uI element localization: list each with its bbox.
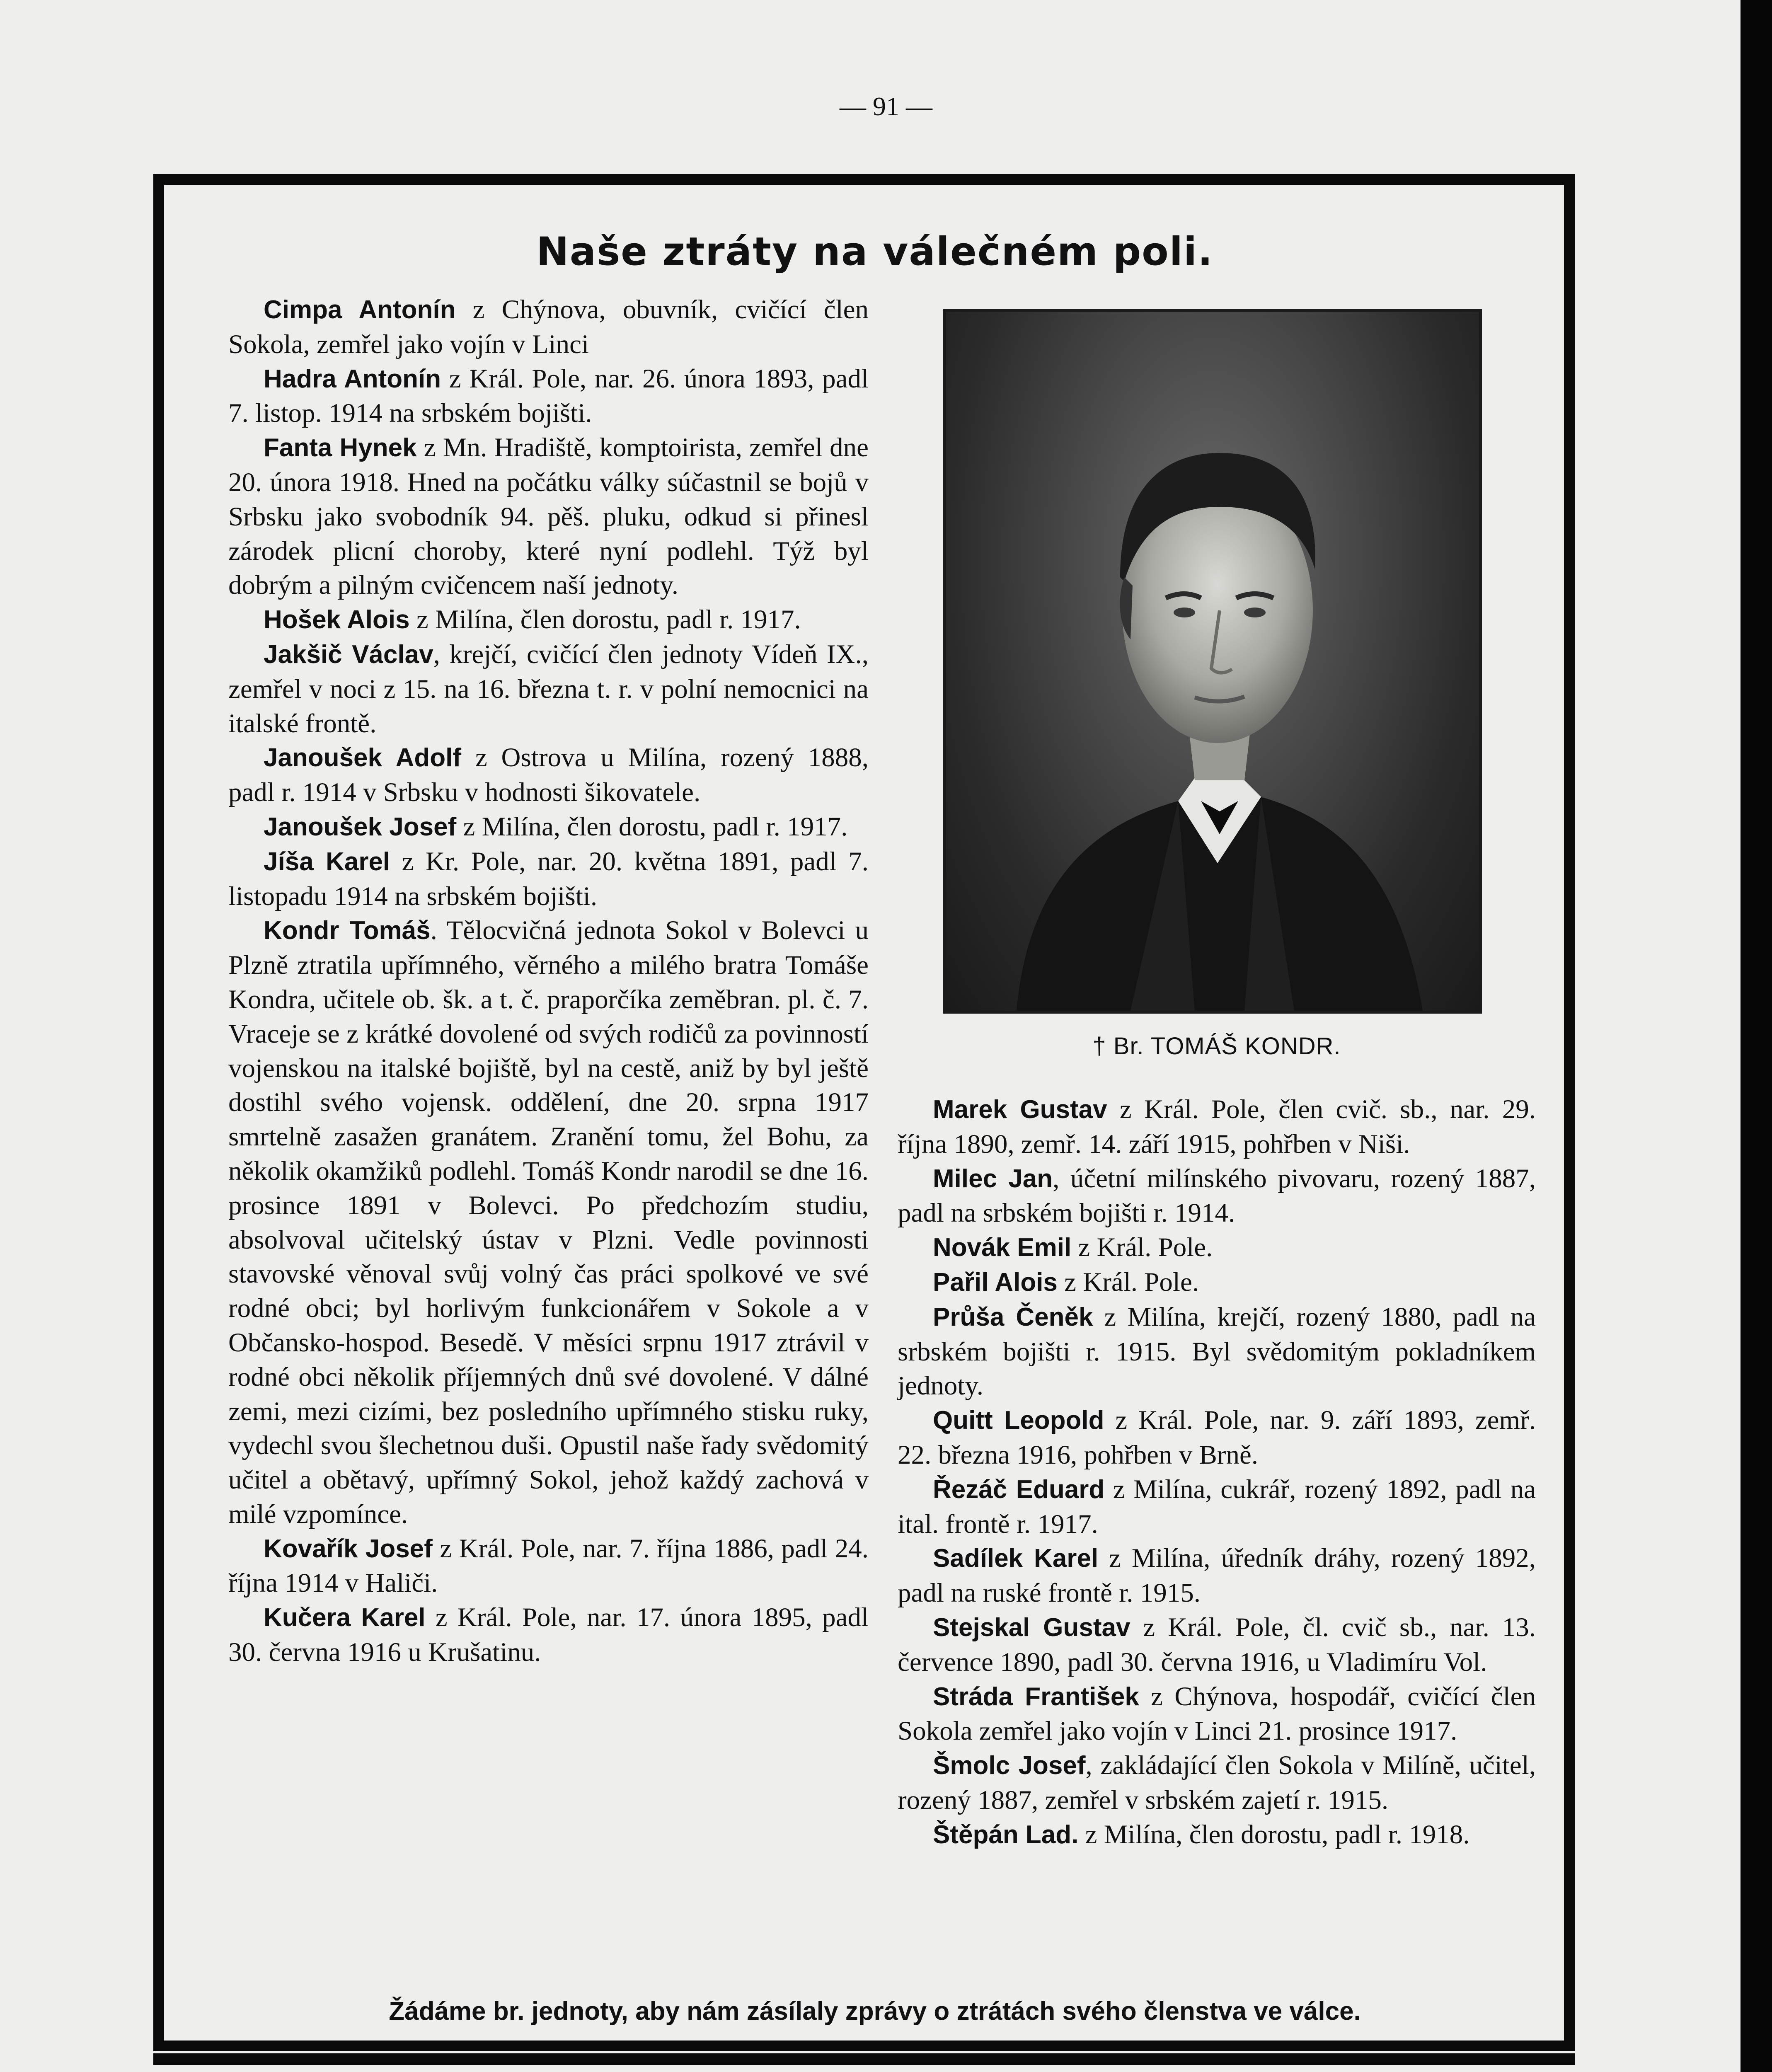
obituary-entry [898, 1818, 1536, 1852]
obituary-entry [898, 1092, 1536, 1162]
obituary-entry [228, 845, 869, 914]
entry-text: z Král. Pole, člen cvič. sb., nar. 29. října 1890, zemř. 14. září 1915, pohřben v Niši. [898, 1094, 1536, 1159]
photo-caption: † Br. TOMÁŠ KONDR. [1092, 1033, 1341, 1060]
portrait-photo [943, 309, 1482, 1014]
scan-edge-right [1741, 0, 1772, 2072]
obituary-entry [898, 1541, 1536, 1610]
entry-text: z Ostrova u Milína, rozený 1888, padl r. 1914 v Srbsku v hodnosti šikovatele. [228, 743, 869, 808]
entry-text: , účetní milínského pivovaru, rozený 1887, padl na srbském bojišti r. 1914. [898, 1163, 1536, 1228]
entry-text: z Milína, úředník dráhy, rozený 1892, padl na ruské frontě r. 1915. [898, 1543, 1536, 1608]
entry-text: z Milína, cukrář, rozený 1892, padl na ital. frontě r. 1917. [898, 1474, 1536, 1539]
obituary-entry [898, 1472, 1536, 1542]
entry-name: Stráda František [933, 1682, 1139, 1711]
entry-text: z Král. Pole, nar. 7. října 1886, padl 24. října 1914 v Haliči. [228, 1533, 869, 1598]
entry-name: Jíša Karel [264, 847, 390, 876]
obituary-entry [228, 293, 869, 362]
left-column [228, 293, 869, 1670]
entry-name: Janoušek Adolf [264, 743, 461, 772]
entry-text: z Král. Pole, čl. cvič sb., nar. 13. července 1890, padl 30. června 1916, u Vladimíru Vol. [898, 1612, 1536, 1677]
portrait-photo-icon [946, 312, 1479, 1011]
obituary-entry [898, 1300, 1536, 1403]
obituary-entry [228, 1600, 869, 1670]
entry-name: Sadílek Karel [933, 1544, 1099, 1573]
entry-name: Štěpán Lad. [933, 1820, 1079, 1849]
entry-text: z Milína, člen dorostu, padl r. 1917. [409, 605, 801, 635]
entry-name: Šmolc Josef [933, 1751, 1086, 1780]
entry-name: Quitt Leopold [933, 1406, 1104, 1435]
entry-text: z Král. Pole. [1057, 1267, 1199, 1297]
entry-name: Pařil Alois [933, 1268, 1058, 1297]
obituary-frame [153, 174, 1575, 2051]
entry-name: Fanta Hynek [264, 433, 417, 462]
entry-name: Kondr Tomáš [264, 916, 431, 945]
page-heading: Naše ztráty na válečném poli. [536, 229, 1213, 274]
obituary-entry [898, 1230, 1536, 1265]
entry-name: Cimpa Antonín [264, 295, 456, 324]
obituary-entry [228, 603, 869, 637]
entry-text: z Král. Pole. [1071, 1232, 1213, 1263]
entry-name: Řezáč Eduard [933, 1475, 1105, 1504]
entry-name: Průša Čeněk [933, 1302, 1093, 1331]
entry-text: , krejčí, cvičící člen jednoty Vídeň IX., zemřel v noci z 15. na 16. března t. r. v polní nemocnici na italské frontě. [228, 639, 869, 738]
entry-text: z Mn. Hradiště, komptoirista, zemřel dne 20. února 1918. Hned na počátku války súčastnil se bojů v Srbsku jako svobodník 94. pěš. pluku, odkud si přinesl zárodek plicní choroby, které nyní podlehl. Týž byl dobrým a pilným cvičencem naší jednoty. [228, 433, 869, 600]
obituary-entry [898, 1680, 1536, 1749]
entry-text: z Milína, člen dorostu, padl r. 1918. [1078, 1819, 1470, 1849]
obituary-entry [898, 1162, 1536, 1231]
obituary-entry [228, 362, 869, 431]
obituary-entry [898, 1610, 1536, 1680]
entry-text: z Král. Pole, nar. 9. září 1893, zemř. 22. března 1916, pohřben v Brně. [898, 1405, 1536, 1470]
page-number: — 91 — [840, 92, 932, 121]
right-column [898, 1092, 1536, 1852]
entry-text: . Tělocvičná jednota Sokol v Bolevci u Plzně ztratila upřímného, věrného a milého bratra Tomáše Kondra, učitele ob. šk. a t. č. praporčíka zeměbran. pl. č. 7. Vraceje se z krátké dovolené od svých rodičů za povinností vojenskou na italské bojiště, byl na cestě, aniž by byl ještě dostihl svého vojensk. oddělení, dne 20. srpna 1917 smrtelně zasažen granátem. Zranění tomu, žel Bohu, za několik okamžiků podlehl. Tomáš Kondr narodil se dne 16. prosince 1891 v Bolevci. Po předchozím studiu, absolvoval učitelský ústav v Plzni. Vedle povinnosti stavovské věnoval svůj volný čas práci spolkové ve své rodné obci; byl horlivým funkcionářem v Sokole a v Občansko-hospod. Besedě. V měsíci srpnu 1917 ztrávil v rodné obci několik příjemných dnů své dovolené. V dálné zemi, mezi cizími, bez posledního upřímného stisku ruky, vydechl svou šlechetnou duši. Opustil naše řady svědomitý učitel a obětavý, upřímný Sokol, jehož každý zachová v milé vzpomínce. [228, 915, 869, 1529]
entry-name: Kovařík Josef [264, 1534, 433, 1563]
entry-text: z Chýnova, hospodář, cvičící člen Sokola zemřel jako vojín v Linci 21. prosince 1917. [898, 1681, 1536, 1746]
entry-name: Stejskal Gustav [933, 1613, 1130, 1642]
entry-name: Milec Jan [933, 1164, 1053, 1193]
entry-text: z Král. Pole, nar. 17. února 1895, padl 30. června 1916 u Krušatinu. [228, 1602, 869, 1668]
obituary-entry [898, 1403, 1536, 1472]
entry-name: Novák Emil [933, 1233, 1072, 1262]
entry-text: , zakládající člen Sokola v Milíně, učitel, rozený 1887, zemřel v srbském zajetí r. 1915. [898, 1750, 1536, 1815]
entry-name: Hadra Antonín [264, 364, 441, 393]
obituary-entry [228, 913, 869, 1531]
footer-appeal: Žádáme br. jednoty, aby nám zásílaly zprávy o ztrátách svého členstva ve válce. [389, 1997, 1361, 2026]
obituary-entry [898, 1748, 1536, 1818]
entry-text: z Milína, člen dorostu, padl r. 1917. [456, 811, 848, 842]
entry-text: z Milína, krejčí, rozený 1880, padl na srbském bojišti r. 1915. Byl svědomitým pokladníkem jednoty. [898, 1302, 1536, 1401]
entry-name: Kučera Karel [264, 1603, 426, 1632]
entry-name: Hošek Alois [264, 605, 410, 634]
entry-name: Jakšič Václav [264, 640, 433, 669]
entry-text: z Kr. Pole, nar. 20. května 1891, padl 7. listopadu 1914 na srbském bojišti. [228, 846, 869, 911]
obituary-entry [228, 431, 869, 603]
obituary-entry [228, 637, 869, 741]
entry-text: z Král. Pole, nar. 26. února 1893, padl 7. listop. 1914 na srbském bojišti. [228, 363, 869, 428]
entry-name: Marek Gustav [933, 1095, 1107, 1124]
frame-double-rule [153, 2053, 1575, 2065]
obituary-entry [228, 810, 869, 845]
obituary-entry [228, 1532, 869, 1601]
entry-text: z Chýnova, obuvník, cvičící člen Sokola, zemřel jako vojín v Linci [228, 295, 869, 359]
entry-name: Janoušek Josef [264, 812, 457, 841]
obituary-entry [898, 1265, 1536, 1300]
obituary-entry [228, 741, 869, 810]
